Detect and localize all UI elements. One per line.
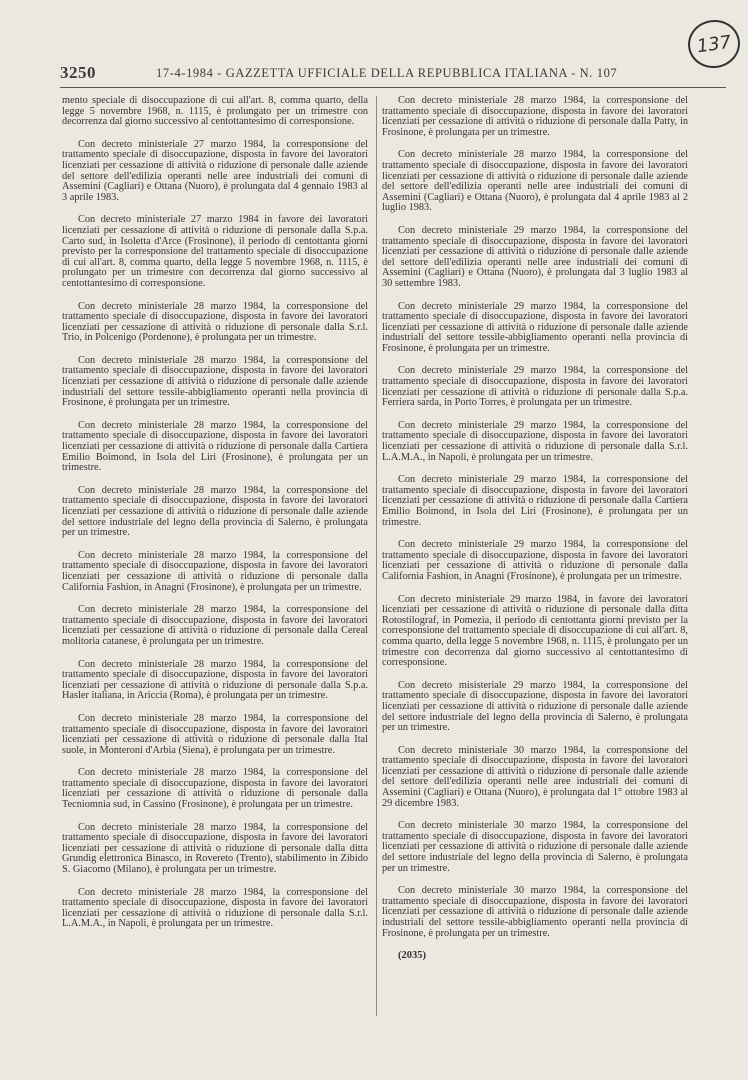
paragraph: Con decreto ministeriale 29 marzo 1984, in favore dei lavoratori licenziati per cessazione di attività o riduzione di personale dalla ditta Rotostilograf, in Pomezia, il periodo di centottanta giorni previsto per la corresponsione del trattamento speciale di disoccupazione di cui all'art. 8, comma quarto, della legge 5 novembre 1968, n. 1115, è prolungato per un trimestre con decorrenza dal giorno successivo al centottantesimo di corresponsione.	[382, 593, 688, 669]
paragraph: Con decreto ministeriale 29 marzo 1984, la corresponsione del trattamento speciale di disoccupazione, disposta in favore dei lavoratori licenziati per cessazione di attività o riduzione di personale dalla California Fashion, in Anagni (Frosinone), è prolungata per un trimestre.	[382, 539, 688, 582]
header-rule	[60, 87, 726, 88]
right-column	[382, 96, 688, 974]
running-head: 17-4-1984 - GAZZETTA UFFICIALE DELLA REPUBBLICA ITALIANA - N. 107	[156, 66, 618, 80]
paragraph: Con decreto ministeriale 28 marzo 1984, la corresponsione del trattamento speciale di disoccupazione, disposta in favore dei lavoratori licenziati per cessazione di attività o riduzione di personale dalla Cereal molitoria catanese, è prolungata per un trimestre.	[62, 604, 368, 647]
paragraph: Con decreto ministeriale 30 marzo 1984, la corresponsione del trattamento speciale di disoccupazione, disposta in favore dei lavoratori licenziati per cessazione di attività o riduzione di personale dalle aziende industriali del settore tessile-abbigliamento operanti nella provincia di Frosinone, è prolungata per un trimestre.	[382, 885, 688, 939]
column-divider	[376, 96, 377, 1016]
paragraph: Con decreto ministeriale 28 marzo 1984, la corresponsione del trattamento speciale di disoccupazione, disposta in favore dei lavoratori licenziati per cessazione di attività o riduzione di personale dalla S.r.l. Trio, in Polcenigo (Pordenone), è prolungata per un trimestre.	[62, 300, 368, 344]
paragraph: Con decreto ministeriale 28 marzo 1984, la corresponsione del trattamento speciale di disoccupazione, disposta in favore dei lavoratori licenziati per cessazione di attività o riduzione di personale dalla Ital suole, in Monteroni d'Arbia (Siena), è prolungata per un trimestre.	[62, 712, 368, 756]
left-column	[62, 96, 368, 942]
paragraph: Con decreto ministeriale 28 marzo 1984, la corresponsione del trattamento speciale di disoccupazione, disposta in favore dei lavoratori licenziati per cessazione di attività o riduzione di personale dalla S.p.a. Hasler italiana, in Ariccia (Roma), è prolungata per un trimestre.	[62, 658, 368, 702]
paragraph: Con decreto ministeriale 29 marzo 1984, la corresponsione del trattamento speciale di disoccupazione, disposta in favore dei lavoratori licenziati per cessazione di attività o riduzione di personale dalle aziende del settore dell'edilizia operanti nelle aree industriali dei comuni di Assemini (Cagliari) e Ottana (Nuoro), è prolungata dal 3 luglio 1983 al 30 settembre 1983.	[382, 224, 688, 289]
paragraph: Con decreto ministeriale 29 marzo 1984, la corresponsione del trattamento speciale di disoccupazione, disposta in favore dei lavoratori licenziati per cessazione di attività o riduzione di personale dalla S.p.a. Ferriera sarda, in Porto Torres, è prolungata per un trimestre.	[382, 365, 688, 409]
paragraph: Con decreto ministeriale 29 marzo 1984, la corresponsione del trattamento speciale di disoccupazione, disposta in favore dei lavoratori licenziati per cessazione di attività o riduzione di personale dalle aziende industriali del settore tessile-abbigliamento operanti nella provincia di Frosinone, è prolungata per un trimestre.	[382, 300, 688, 354]
paragraph: Con decreto ministeriale 28 marzo 1984, la corresponsione del trattamento speciale di disoccupazione, disposta in favore dei lavoratori licenziati per cessazione di attività o riduzione di personale dalle aziende industriali del settore tessile-abbigliamento operanti nella provincia di Frosinone, è prolungata per un trimestre.	[62, 354, 368, 409]
paragraph: Con decreto ministeriale 28 marzo 1984, la corresponsione del trattamento speciale di disoccupazione, disposta in favore dei lavoratori licenziati per cessazione di attività o riduzione di personale dalla Tecniomnia sud, in Cassino (Frosinone), è prolungata per un trimestre.	[62, 767, 368, 811]
paragraph: Con decreto ministeriale 28 marzo 1984, la corresponsione del trattamento speciale di disoccupazione, disposta in favore dei lavoratori licenziati per cessazione di attività o riduzione di personale dalla Cartiera Emilio Boimond, in Isola del Liri (Frosinone), è prolungata per un trimestre.	[62, 419, 368, 474]
paragraph: mento speciale di disoccupazione di cui all'art. 8, comma quarto, della legge 5 novembre 1968, n. 1115, è prolungato per un trimestre con decorrenza dal giorno successivo al centottantesimo di corresponsione.	[62, 95, 368, 128]
archive-stamp: 137	[685, 17, 743, 72]
page-header	[60, 63, 724, 83]
paragraph: Con decreto ministeriale 28 marzo 1984, la corresponsione del trattamento speciale di disoccupazione, disposta in favore dei lavoratori licenziati per cessazione di attività o riduzione di personale dalla Patty, in Frosinone, è prolungata per un trimestre.	[382, 95, 688, 138]
paragraph: Con decreto ministeriale 28 marzo 1984, la corresponsione del trattamento speciale di disoccupazione, disposta in favore dei lavoratori licenziati per cessazione di attività o riduzione di personale dalla S.r.l. L.A.M.A., in Napoli, è prolungata per un trimestre.	[62, 886, 368, 930]
paragraph: Con decreto ministeriale 28 marzo 1984, la corresponsione del trattamento speciale di disoccupazione, disposta in favore dei lavoratori licenziati per cessazione di attività o riduzione di personale dalla California Fashion, in Anagni (Frosinone), è prolungata per un trimestre.	[62, 549, 368, 593]
paragraph: Con decreto ministeriale 27 marzo 1984 in favore dei lavoratori licenziati per cessazione di attività o riduzione di personale dalla S.p.a. Carto sud, in Isoletta d'Arce (Frosinone), il periodo di centottanta giorni previsto per la corresponsione del trattamento speciale di disoccupazione di cui all'art. 8, comma quarto, della legge 5 novembre 1968, n. 1115, è prolungato per un trimestre con decorrenza dal giorno successivo al centottantesimo di corresponsione.	[62, 214, 368, 289]
paragraph: Con decreto ministeriale 27 marzo 1984, la corresponsione del trattamento speciale di disoccupazione, disposta in favore dei lavoratori licenziati per cessazione di attività o riduzione di personale dalle aziende del settore dell'edilizia operanti nelle aree industriali dei comuni di Assemini (Cagliari) e Ottana (Nuoro), è prolungata dal 4 gennaio 1983 al 3 aprile 1983.	[62, 138, 368, 203]
paragraph: Con decreto ministeriale 29 marzo 1984, la corresponsione del trattamento speciale di disoccupazione, disposta in favore dei lavoratori licenziati per cessazione di attività o riduzione di personale dalla Cartiera Emilio Boimond, in Isola del Liri (Frosinone), è prolungata per un trimestre.	[382, 474, 688, 528]
page-number: 3250	[60, 63, 96, 82]
paragraph: Con decreto ministeriale 28 marzo 1984, la corresponsione del trattamento speciale di disoccupazione, disposta in favore dei lavoratori licenziati per cessazione di attività o riduzione di personale dalle aziende del settore industriale del legno della provincia di Salerno, è prolungata per un trimestre.	[62, 484, 368, 539]
paragraph: Con decreto misisteriale 29 marzo 1984, la corresponsione del trattamento speciale di disoccupazione, disposta in favore dei lavoratori licenziati per cessazione di attività o riduzione di personale dalle aziende del settore industriale del legno della provincia di Salerno, è prolungata per un trimestre.	[382, 679, 688, 734]
paragraph: Con decreto ministeriale 29 marzo 1984, la corresponsione del trattamento speciale di disoccupazione, disposta in favore dei lavoratori licenziati per cessazione di attività o riduzione di personale dalla S.r.l. L.A.M.A., in Napoli, è prolungata per un trimestre.	[382, 419, 688, 463]
paragraph: Con decreto ministeriale 30 marzo 1984, la corresponsione del trattamento speciale di disoccupazione, disposta in favore dei lavoratori licenziati per cessazione di attività o riduzione di personale dalle aziende del settore dell'edilizia operanti nelle aree industriali dei comuni di Assemini (Cagliari) e Ottana (Nuoro), è prolungata dal 1° ottobre 1983 al 29 dicembre 1983.	[382, 744, 688, 809]
paragraph: Con decreto ministeriale 28 marzo 1984, la corresponsione del trattamento speciale di disoccupazione, disposta in favore dei lavoratori licenziati per cessazione di attività o riduzione di personale dalle aziende del settore dell'edilizia operanti nelle aree industriali dei comuni di Assemini (Cagliari) e Ottana (Nuoro), è prolungata dal 4 aprile 1983 al 2 luglio 1983.	[382, 149, 688, 214]
paragraph: Con decreto ministeriale 28 marzo 1984, la corresponsione del trattamento speciale di disoccupazione, disposta in favore dei lavoratori licenziati per cessazione di attività o riduzione di personale dalla ditta Grundig elettronica Binasco, in Rovereto (Trento), stabilimento in Zibido S. Giacomo (Milano), è prolungata per un trimestre.	[62, 821, 368, 876]
paragraph: Con decreto ministeriale 30 marzo 1984, la corresponsione del trattamento speciale di disoccupazione, disposta in favore dei lavoratori licenziati per cessazione di attività o riduzione di personale dalle aziende del settore industriale del legno della provincia di Salerno, è prolungata per un trimestre.	[382, 820, 688, 874]
notice-code: (2035)	[398, 950, 426, 962]
